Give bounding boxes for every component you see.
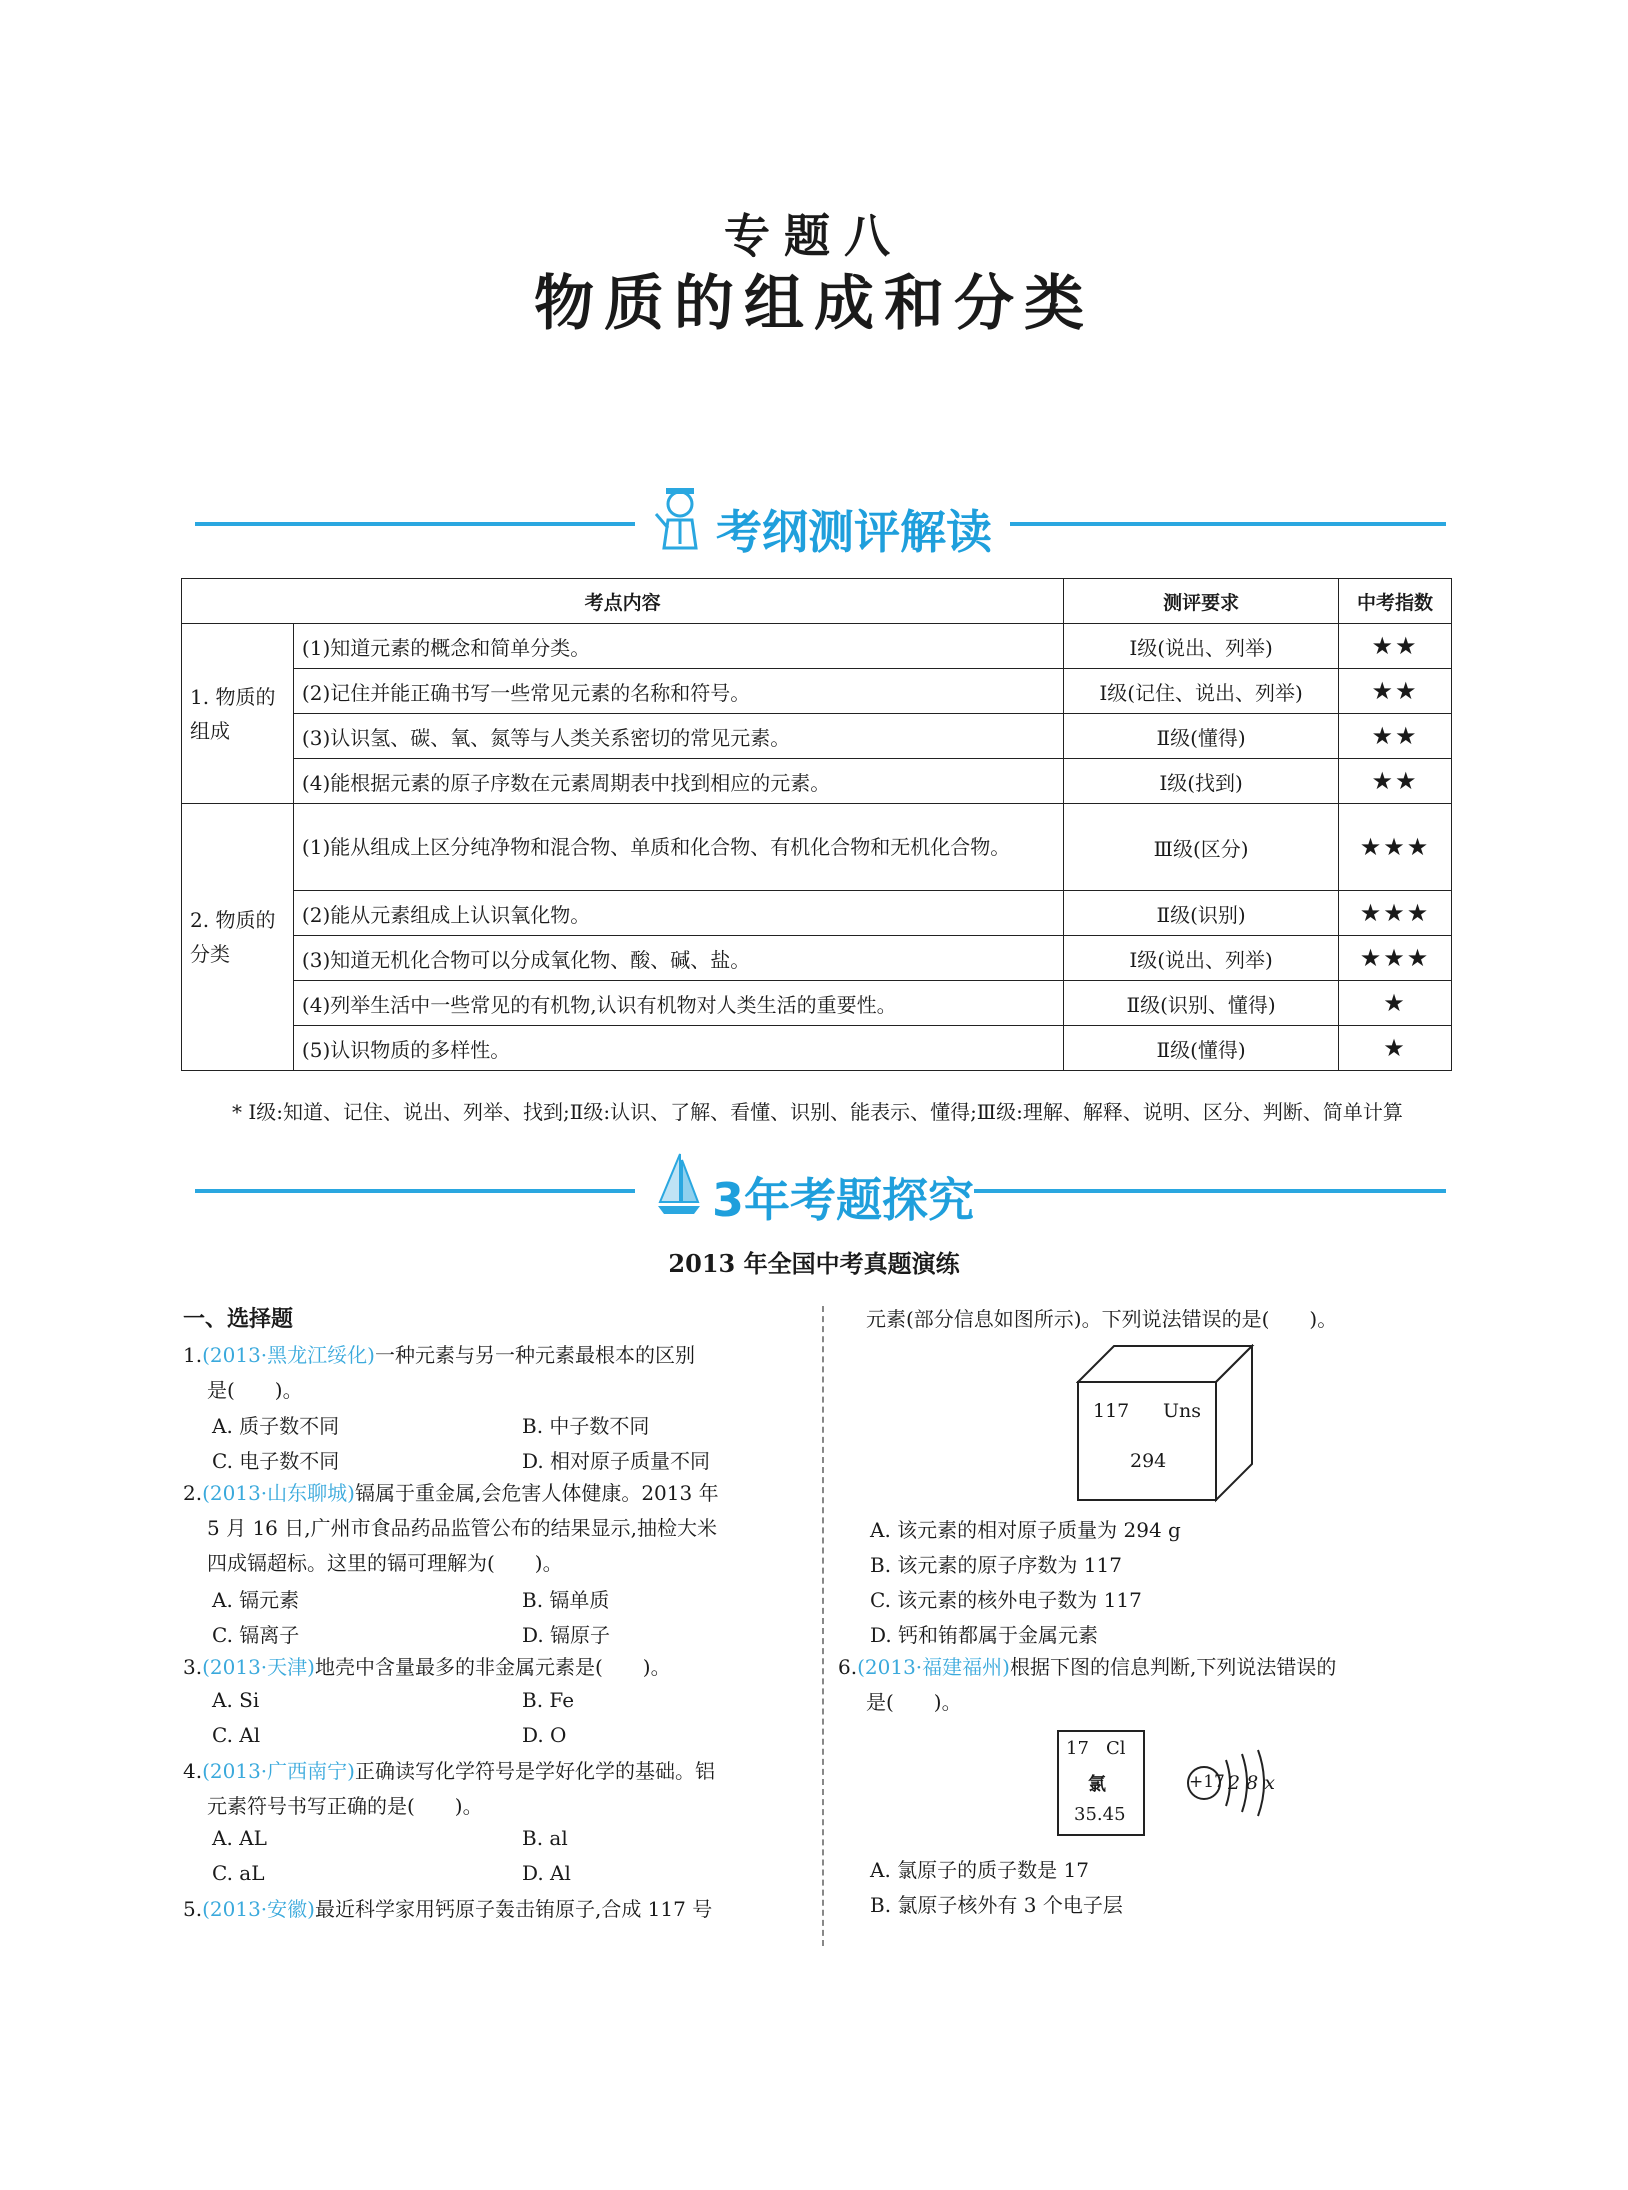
- table-row: [182, 804, 1452, 891]
- q5-continued: 元素(部分信息如图所示)。下列说法错误的是( )。: [866, 1307, 1338, 1331]
- q5-line1: 最近科学家用钙原子轰击铕原子,合成 117 号: [314, 1897, 713, 1921]
- q2-source: (2013·山东聊城): [202, 1481, 355, 1505]
- q6-line2: 是( )。: [866, 1690, 962, 1714]
- table-row: [182, 981, 1452, 1026]
- table-row: [182, 1026, 1452, 1071]
- q6-option-b: B. 氯原子核外有 3 个电子层: [870, 1893, 1123, 1917]
- row-content: (5)认识物质的多样性。: [293, 1026, 1063, 1071]
- header-requirement: 测评要求: [1064, 579, 1339, 624]
- q5-option-a: A. 该元素的相对原子质量为 294 g: [870, 1518, 1181, 1542]
- q6-source: (2013·福建福州): [857, 1655, 1010, 1679]
- q1-option-a: A. 质子数不同: [212, 1414, 340, 1438]
- row-stars: ★★★: [1339, 936, 1452, 981]
- q4-option-a: A. AL: [212, 1826, 267, 1850]
- q1-option-b: B. 中子数不同: [522, 1414, 650, 1438]
- q3-option-b: B. Fe: [522, 1688, 575, 1712]
- q5-option-d: D. 钙和铕都属于金属元素: [870, 1623, 1099, 1647]
- question-5: [183, 1892, 803, 1927]
- q5-number: 5.: [183, 1897, 203, 1921]
- box-name: 氯: [1088, 1774, 1106, 1795]
- header-content: 考点内容: [182, 579, 1064, 624]
- q1-line1: 一种元素与另一种元素最根本的区别: [374, 1343, 695, 1367]
- element-cube-117: [1076, 1344, 1256, 1508]
- table-row: [182, 714, 1452, 759]
- q4-option-c: C. aL: [212, 1861, 265, 1885]
- box-atomic-number: 17: [1066, 1738, 1089, 1759]
- header-index: 中考指数: [1339, 579, 1452, 624]
- atom-shells: 2 8 x: [1228, 1772, 1275, 1794]
- q2-line3: 四成镉超标。这里的镉可理解为( )。: [207, 1551, 563, 1575]
- box-symbol: Cl: [1106, 1738, 1126, 1759]
- row-requirement: Ⅰ级(说出、列举): [1064, 936, 1339, 981]
- q2-option-a: A. 镉元素: [212, 1588, 300, 1612]
- q2-option-b: B. 镉单质: [522, 1588, 610, 1612]
- table-row: [182, 936, 1452, 981]
- q2-option-d: D. 镉原子: [522, 1623, 611, 1647]
- q4-source: (2013·广西南宁): [202, 1759, 355, 1783]
- topic-label: 专题八: [724, 209, 904, 263]
- row-content: (4)列举生活中一些常见的有机物,认识有机物对人类生活的重要性。: [293, 981, 1063, 1026]
- q3-source: (2013·天津): [202, 1655, 315, 1679]
- table-row: [182, 891, 1452, 936]
- row-content: (4)能根据元素的原子序数在元素周期表中找到相应的元素。: [293, 759, 1063, 804]
- table-row: [182, 669, 1452, 714]
- row-content: (3)认识氢、碳、氧、氮等与人类关系密切的常见元素。: [293, 714, 1063, 759]
- banner-line-left: [195, 522, 635, 526]
- row-content: (1)知道元素的概念和简单分类。: [293, 624, 1063, 669]
- banner-line-right: [974, 1189, 1446, 1193]
- q2-line1: 镉属于重金属,会危害人体健康。2013 年: [354, 1481, 719, 1505]
- q3-line1: 地壳中含量最多的非金属元素是( )。: [314, 1655, 671, 1679]
- group-name: 2. 物质的分类: [182, 804, 294, 1071]
- q4-line2: 元素符号书写正确的是( )。: [207, 1794, 483, 1818]
- column-divider: [822, 1306, 824, 1946]
- q1-option-d: D. 相对原子质量不同: [522, 1449, 711, 1473]
- level-note: * Ⅰ级:知道、记住、说出、列举、找到;Ⅱ级:认识、了解、看懂、识别、能表示、懂得;Ⅲ级:理解、解释、说明、区分、判断、简单计算: [232, 1100, 1403, 1124]
- q6-number: 6.: [838, 1655, 858, 1679]
- q2-line2: 5 月 16 日,广州市食品药品监管公布的结果显示,抽检大米: [207, 1516, 717, 1540]
- q2-option-c: C. 镉离子: [212, 1623, 300, 1647]
- row-requirement: Ⅱ级(懂得): [1064, 1026, 1339, 1071]
- box-mass: 35.45: [1074, 1804, 1126, 1825]
- group-name: 1. 物质的组成: [182, 624, 294, 804]
- q4-line1: 正确读写化学符号是学好化学的基础。铝: [354, 1759, 715, 1783]
- row-requirement: Ⅱ级(识别、懂得): [1064, 981, 1339, 1026]
- row-requirement: Ⅰ级(说出、列举): [1064, 624, 1339, 669]
- q3-option-c: C. Al: [212, 1723, 261, 1747]
- question-4: [183, 1754, 803, 1824]
- q2-number: 2.: [183, 1481, 203, 1505]
- q4-number: 4.: [183, 1759, 203, 1783]
- row-requirement: Ⅱ级(懂得): [1064, 714, 1339, 759]
- q6-line1: 根据下图的信息判断,下列说法错误的: [1009, 1655, 1337, 1679]
- section-title-syllabus: 考纲测评解读: [716, 505, 992, 559]
- row-stars: ★★: [1339, 714, 1452, 759]
- row-content: (2)记住并能正确书写一些常见元素的名称和符号。: [293, 669, 1063, 714]
- row-stars: ★: [1339, 981, 1452, 1026]
- teacher-icon: [650, 484, 710, 554]
- q3-option-a: A. Si: [212, 1688, 260, 1712]
- row-requirement: Ⅰ级(记住、说出、列举): [1064, 669, 1339, 714]
- row-stars: ★★★: [1339, 891, 1452, 936]
- cube-atomic-number: 117: [1093, 1400, 1130, 1422]
- q3-option-d: D. O: [522, 1723, 567, 1747]
- row-stars: ★★: [1339, 624, 1452, 669]
- row-requirement: Ⅰ级(找到): [1064, 759, 1339, 804]
- question-2: [183, 1476, 803, 1581]
- exam-subtitle: 2013 年全国中考真题演练: [668, 1249, 960, 1278]
- q4-option-d: D. Al: [522, 1861, 571, 1885]
- question-1: [183, 1338, 803, 1408]
- table-row: [182, 759, 1452, 804]
- row-requirement: Ⅱ级(识别): [1064, 891, 1339, 936]
- row-stars: ★★: [1339, 669, 1452, 714]
- row-requirement: Ⅲ级(区分): [1064, 804, 1339, 891]
- cube-mass: 294: [1130, 1450, 1167, 1472]
- question-3: [183, 1650, 803, 1685]
- q5-source: (2013·安徽): [202, 1897, 315, 1921]
- banner-line-left: [195, 1189, 635, 1193]
- q5-option-b: B. 该元素的原子序数为 117: [870, 1553, 1122, 1577]
- sailboat-icon: [656, 1152, 702, 1220]
- q3-number: 3.: [183, 1655, 203, 1679]
- question-6: [838, 1650, 1458, 1720]
- syllabus-table: [181, 578, 1452, 1071]
- q6-option-a: A. 氯原子的质子数是 17: [870, 1858, 1089, 1882]
- banner-line-right: [1010, 522, 1446, 526]
- q1-line2: 是( )。: [207, 1378, 303, 1402]
- row-content: (1)能从组成上区分纯净物和混合物、单质和化合物、有机化合物和无机化合物。: [293, 804, 1063, 891]
- q5-option-c: C. 该元素的核外电子数为 117: [870, 1588, 1142, 1612]
- q1-source: (2013·黑龙江绥化): [202, 1343, 375, 1367]
- atom-nucleus: +17: [1189, 1772, 1225, 1792]
- q1-option-c: C. 电子数不同: [212, 1449, 340, 1473]
- row-stars: ★★★: [1339, 804, 1452, 891]
- row-content: (3)知道无机化合物可以分成氧化物、酸、碱、盐。: [293, 936, 1063, 981]
- q1-number: 1.: [183, 1343, 203, 1367]
- row-stars: ★: [1339, 1026, 1452, 1071]
- cube-symbol: Uns: [1163, 1400, 1201, 1422]
- section-title-exam: 3年考题探究: [712, 1173, 975, 1227]
- part-heading: 一、选择题: [183, 1307, 294, 1332]
- page-title: 物质的组成和分类: [534, 269, 1094, 339]
- table-header-row: [182, 579, 1452, 624]
- q4-option-b: B. al: [522, 1826, 568, 1850]
- row-stars: ★★: [1339, 759, 1452, 804]
- table-row: [182, 624, 1452, 669]
- row-content: (2)能从元素组成上认识氧化物。: [293, 891, 1063, 936]
